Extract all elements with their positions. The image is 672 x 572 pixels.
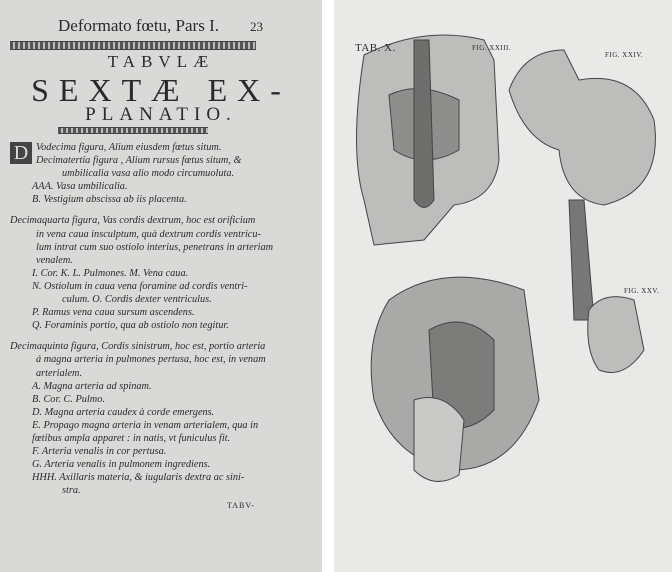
anatomical-plate-illustration [334,0,672,572]
running-head: Deformato fœtu, Pars I. [58,16,219,35]
plate-label: TAB. X. [355,42,396,54]
text-line: fœtibus ampla apparet : in natis, vt funiculus fit. [32,432,231,444]
ornament-border [10,41,256,50]
title-line-3: PLANATIO. [85,104,237,125]
text-line: Decimaquinta figura, Cordis sinistrum, hoc est, portio arteria [10,341,266,353]
page-number: 23 [250,19,263,34]
text-line: B. Vestigium abscissa ab iis placenta. [32,194,187,206]
text-line: Decimatertia figura , Alium rursus fœtus situm, & [36,155,242,167]
text-line: arterialem. [36,367,83,379]
text-line: P. Ramus vena caua sursum ascendens. [32,307,195,319]
text-line: E. Propago magna arteria in venam arterialem, qua in [32,419,259,431]
text-line: N. Ostiolum in caua vena foramine ad cordis ventri- [32,280,248,292]
text-line: A. Magna arteria ad spinam. [32,380,152,392]
left-page [0,0,322,572]
text-line: in vena caua insculptum, quà dextrum cordis ventricu- [36,228,261,240]
text-line: HHH. Axillaris materia, & iugularis dextra ac sini- [32,472,245,484]
title-line-1: TABVLÆ [107,52,215,71]
text-line: B. Cor. C. Pulmo. [32,393,105,405]
text-line: F. Arteria venalis in cor pertusa. [32,446,167,458]
text-line: culum. O. Cordis dexter ventriculus. [62,294,212,306]
text-line: I. Cor. K. L. Pulmones. M. Vena caua. [32,267,189,279]
figure-label: FIG. XXIII. [472,44,512,52]
figure-24-organ [509,50,655,205]
text-line: D. Magna arteria caudex à corde emergens. [32,406,215,418]
text-line: umbilicalia vasa alio modo circumuoluta. [62,168,235,180]
text-line: á magna arteria in pulmones pertusa, hoc est, in venam [36,354,266,366]
paragraph-gap [10,206,310,214]
explanation-text [10,141,310,497]
ornament-border [58,127,208,134]
text-line: lum intrat cum suo ostiolo interius, penetrans in arteriam [36,241,274,253]
right-page [334,0,672,572]
text-line: Vodecima figura, Alium eiusdem fœtus situm. [36,142,222,153]
paragraph-gap [10,332,310,340]
text-line: Q. Foraminis portio, qua ab ostiolo non tegitur. [32,320,229,332]
text-line: Decimaquarta figura, Vas cordis dextrum, hoc est orificium [10,215,256,227]
text-line: venalem. [36,254,73,266]
title-line-2: SEXTÆ EX- [31,72,291,108]
text-line: G. Arteria venalis in pulmonem ingrediens. [32,459,211,471]
catchword: TABV- [227,501,256,510]
drop-cap: D [10,142,32,164]
figure-25-heart [588,297,644,373]
figure-label: FIG. XXV. [624,287,660,295]
text-line: stra. [62,485,81,497]
text-line: AAA. Vasa umbilicalia. [32,181,128,193]
figure-label: FIG. XXIV. [605,51,644,59]
